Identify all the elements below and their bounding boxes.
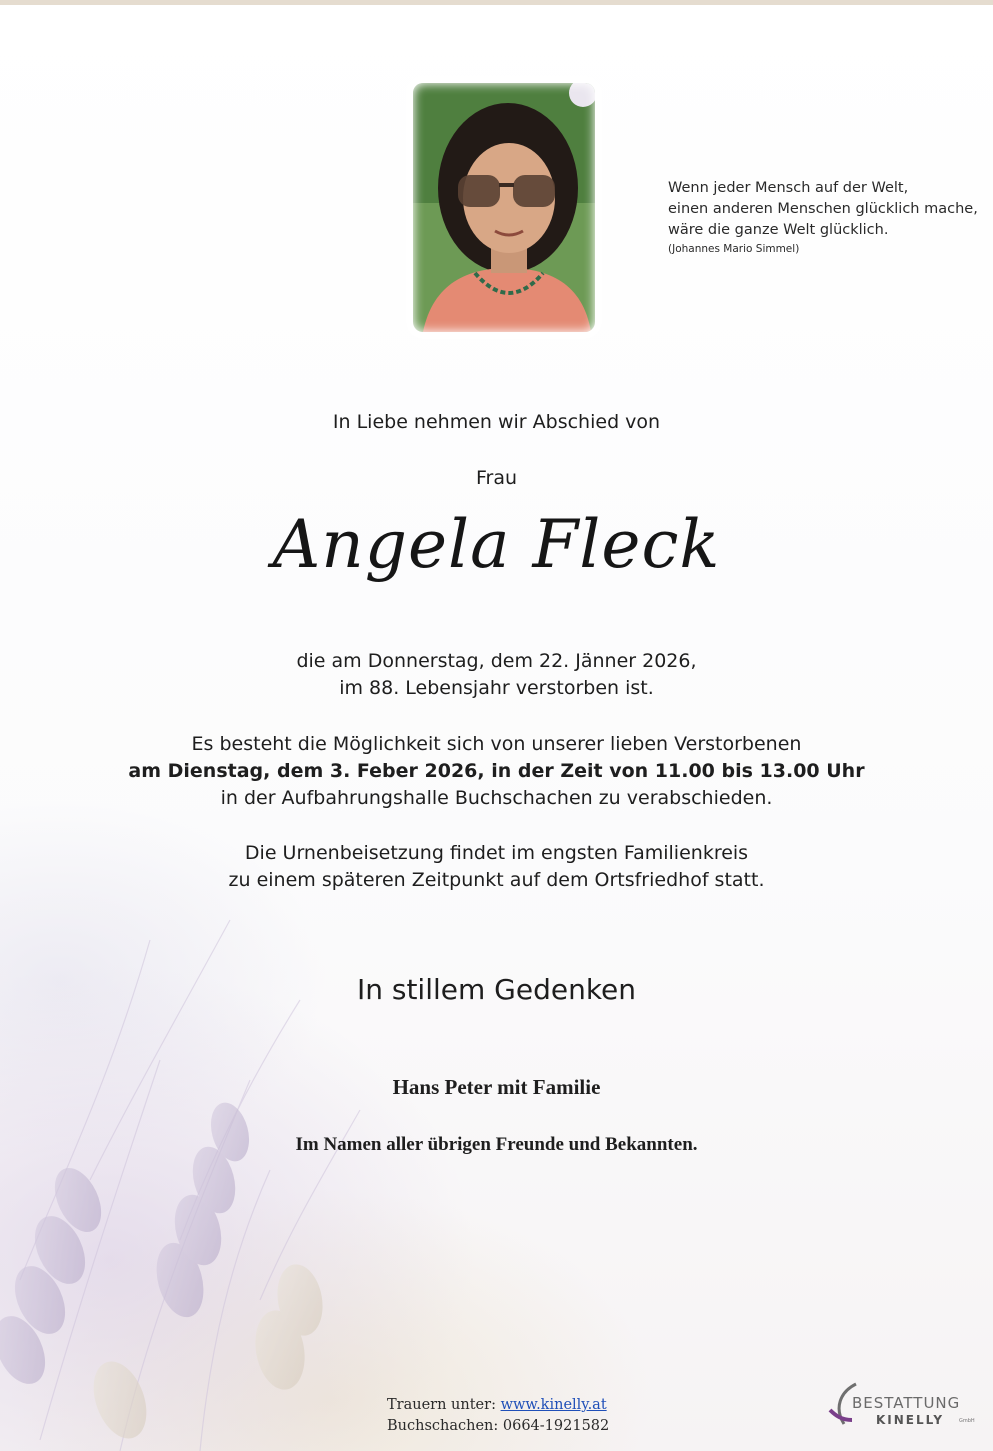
footer-contact <box>387 1395 627 1437</box>
death-date-line: die am Donnerstag, dem 22. Jänner 2026, <box>296 650 697 672</box>
viewing-line-1: Es besteht die Möglichkeit sich von unserer lieben Verstorbenen <box>191 733 802 755</box>
urn-burial-info <box>0 840 993 894</box>
urn-line-2: zu einem späteren Zeitpunkt auf dem Ortsfriedhof statt. <box>228 869 765 891</box>
deceased-name: Angela Fleck <box>272 506 721 583</box>
portrait-photo <box>413 83 595 332</box>
footer-mourn-row <box>387 1395 627 1416</box>
quote-author: (Johannes Mario Simmel) <box>668 243 800 255</box>
friends-signature: Im Namen aller übrigen Freunde und Bekannten. <box>295 1134 698 1155</box>
death-notice <box>0 648 993 702</box>
viewing-date-time: am Dienstag, dem 3. Feber 2026, in der Zeit von 11.00 bis 13.00 Uhr <box>128 760 865 782</box>
page-top-edge <box>0 0 993 5</box>
viewing-location: in der Aufbahrungshalle Buchschachen zu verabschieden. <box>220 787 773 809</box>
quote-line: wäre die ganze Welt glücklich. <box>668 222 889 238</box>
wheat-background-decoration <box>0 880 560 1451</box>
quote-line: Wenn jeder Mensch auf der Welt, <box>668 180 909 196</box>
salutation: Frau <box>475 467 518 489</box>
funeral-home-logo <box>826 1380 976 1432</box>
logo-suffix: GmbH <box>959 1418 975 1424</box>
quote-line: einen anderen Menschen glücklich mache, <box>668 201 978 217</box>
portrait-image <box>413 83 595 332</box>
family-signature: Hans Peter mit Familie <box>392 1075 601 1099</box>
in-memory-heading: In stillem Gedenken <box>356 973 637 1006</box>
phone-contact: Buchschachen: 0664-1921582 <box>387 1418 610 1434</box>
logo-line-1: BESTATTUNG <box>852 1394 961 1412</box>
logo-line-2: KINELLY <box>876 1413 945 1427</box>
mourn-label: Trauern unter: <box>387 1397 496 1413</box>
viewing-info <box>0 731 993 812</box>
intro-text: In Liebe nehmen wir Abschied von <box>332 411 661 433</box>
website-link[interactable]: www.kinelly.at <box>500 1397 607 1413</box>
age-line: im 88. Lebensjahr verstorben ist. <box>339 677 654 699</box>
quote-block <box>668 178 988 256</box>
urn-line-1: Die Urnenbeisetzung findet im engsten Familienkreis <box>244 842 749 864</box>
